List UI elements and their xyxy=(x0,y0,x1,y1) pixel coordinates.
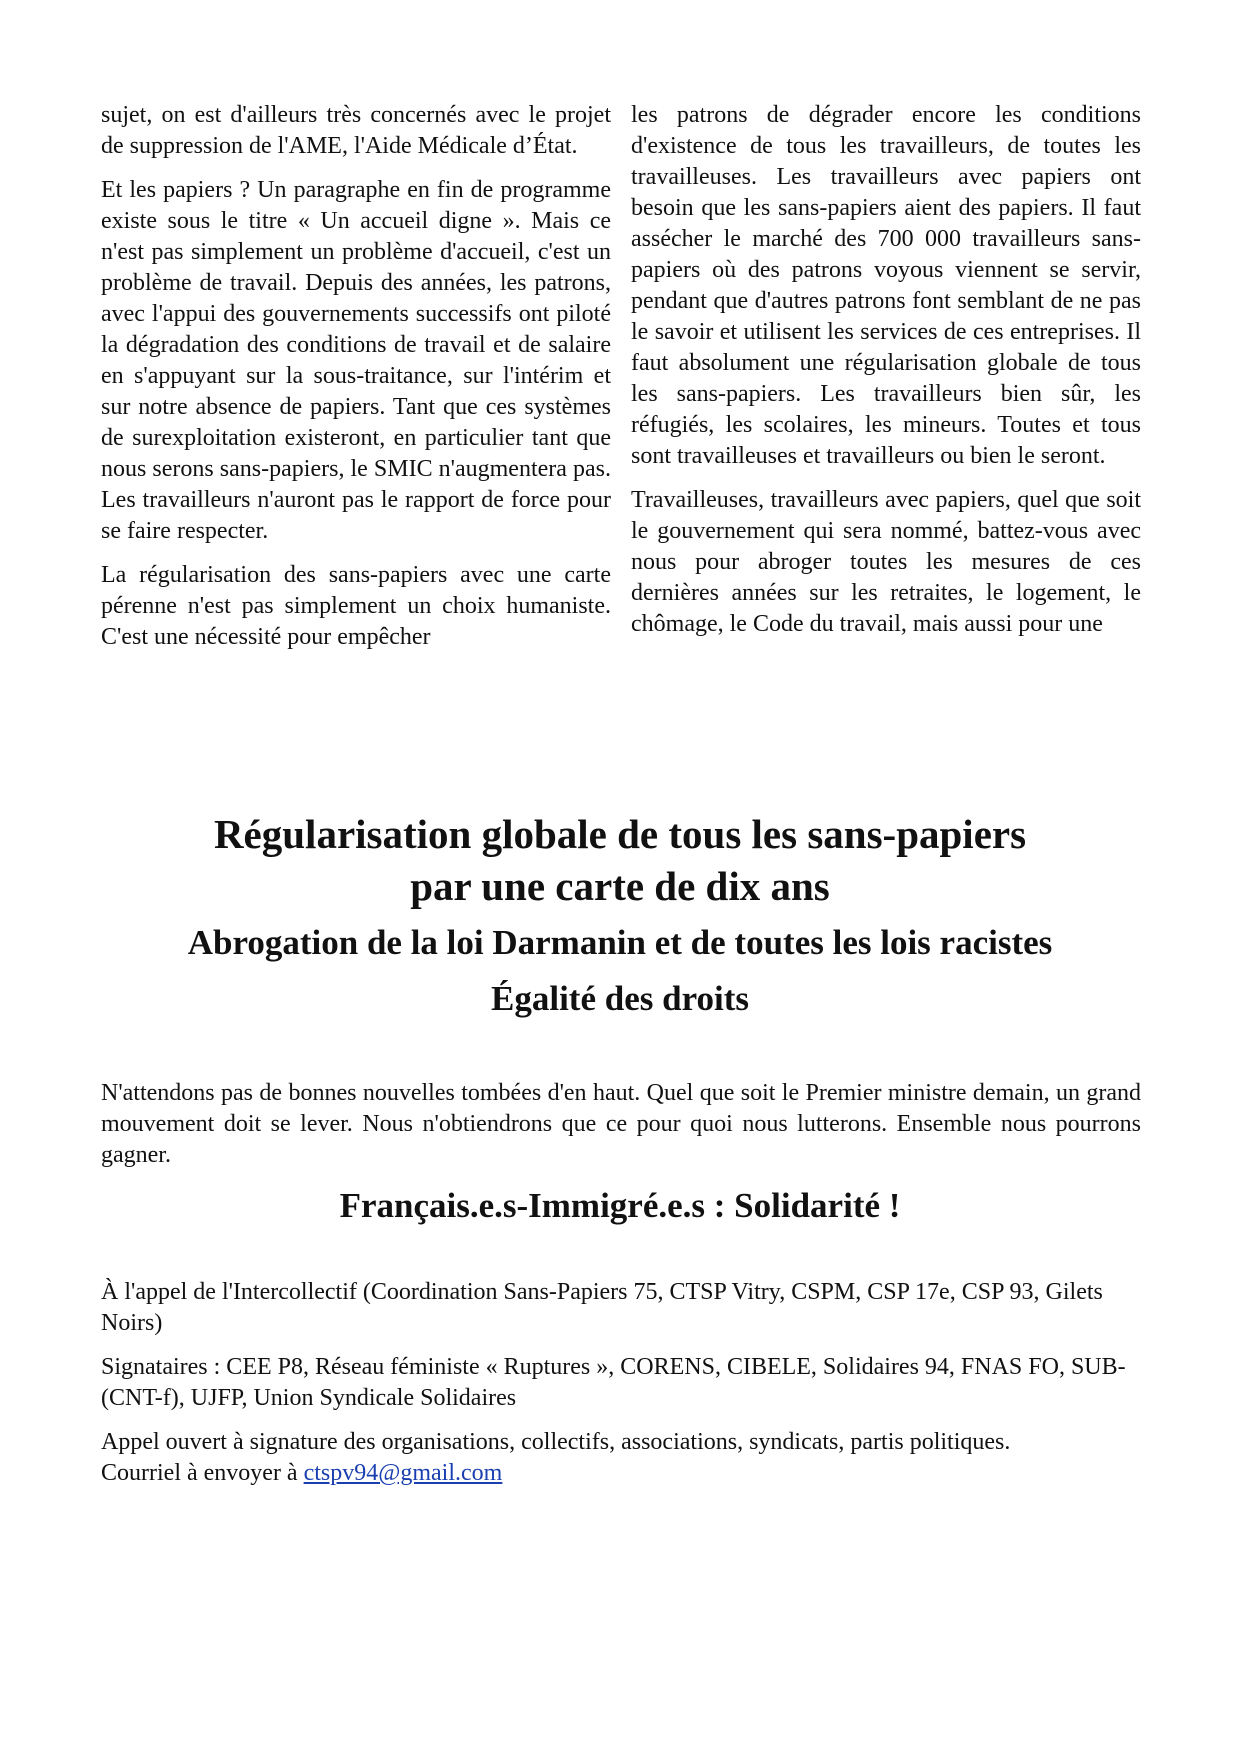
left-paragraph-3: La régularisation des sans-papiers avec une carte pérenne n'est pas simplement un choix humaniste. C'est une nécessité pour empêcher xyxy=(101,562,611,650)
right-paragraph-2: Travailleuses, travailleurs avec papiers, quel que soit le gouvernement qui sera nommé, battez-vous avec nous pour abroger toutes les mesures de ces dernières années sur les retraites, le logement, le chômage, le Code du travail, mais aussi pour une xyxy=(631,487,1141,637)
headline-line-1: Régularisation globale de tous les sans-papiers xyxy=(213,811,1027,857)
right-column xyxy=(631,100,1141,666)
footer-email-prefix: Courriel à envoyer à xyxy=(101,1460,304,1486)
headline-block xyxy=(0,808,1240,1022)
two-column-body xyxy=(101,100,1141,666)
solidarity-slogan: Français.e.s-Immigré.e.s : Solidarité ! xyxy=(339,1186,901,1225)
headline-subtitle-2: Égalité des droits xyxy=(491,979,749,1018)
left-paragraph-2: Et les papiers ? Un paragraphe en fin de programme existe sous le titre « Un accueil digne ». Mais ce n'est pas simplement un problème d'accueil, c'est un problème de travail. Depuis des années, les patrons, avec l'appui des gouvernements successifs ont piloté la dégradation des conditions de travail et de salaire en s'appuyant sur la sous-traitance, sur l'intérim et sur notre absence de papiers. Tant que ces systèmes de surexploitation existeront, en particulier tant que nous serons sans-papiers, le SMIC n'augmentera pas. Les travailleurs n'auront pas le rapport de force pour se faire respecter. xyxy=(101,177,611,544)
footer-open-call xyxy=(101,1427,1141,1489)
footer-open-call-text: Appel ouvert à signature des organisations, collectifs, associations, syndicats, partis politiques. xyxy=(101,1429,1011,1455)
headline-subtitle-1: Abrogation de la loi Darmanin et de toutes les lois racistes xyxy=(187,923,1053,962)
footer-signatories: Signataires : CEE P8, Réseau féministe « Ruptures », CORENS, CIBELE, Solidaires 94, FNAS FO, SUB-(CNT-f), UJFP, Union Syndicale Solidaires xyxy=(101,1354,1126,1411)
footer-call: À l'appel de l'Intercollectif (Coordination Sans-Papiers 75, CTSP Vitry, CSPM, CSP 17e, CSP 93, Gilets Noirs) xyxy=(101,1279,1103,1336)
headline-line-2: par une carte de dix ans xyxy=(410,863,830,909)
right-paragraph-1: les patrons de dégrader encore les conditions d'existence de tous les travailleurs, de toutes les travailleuses. Les travailleurs avec papiers ont besoin que les sans-papiers aient des papiers. Il faut assécher le marché des 700 000 travailleurs sans-papiers où des patrons voyous viennent se servir, pendant que d'autres patrons font semblant de ne pas le savoir et utilisent les services de ces entreprises. Il faut absolument une régularisation globale de tous les sans-papiers. Les travailleurs bien sûr, les réfugiés, les scolaires, les mineurs. Toutes et tous sont travailleuses et travailleurs ou bien le seront. xyxy=(631,102,1141,469)
footer-block xyxy=(101,1277,1141,1502)
left-paragraph-1: sujet, on est d'ailleurs très concernés avec le projet de suppression de l'AME, l'Aide Médicale d’État. xyxy=(101,102,611,159)
closing-paragraph: N'attendons pas de bonnes nouvelles tombées d'en haut. Quel que soit le Premier ministre demain, un grand mouvement doit se lever. Nous n'obtiendrons que ce pour quoi nous lutterons. Ensemble nous pourrons gagner. xyxy=(101,1080,1141,1168)
left-column xyxy=(101,100,611,666)
email-link[interactable]: ctspv94@gmail.com xyxy=(303,1460,503,1486)
